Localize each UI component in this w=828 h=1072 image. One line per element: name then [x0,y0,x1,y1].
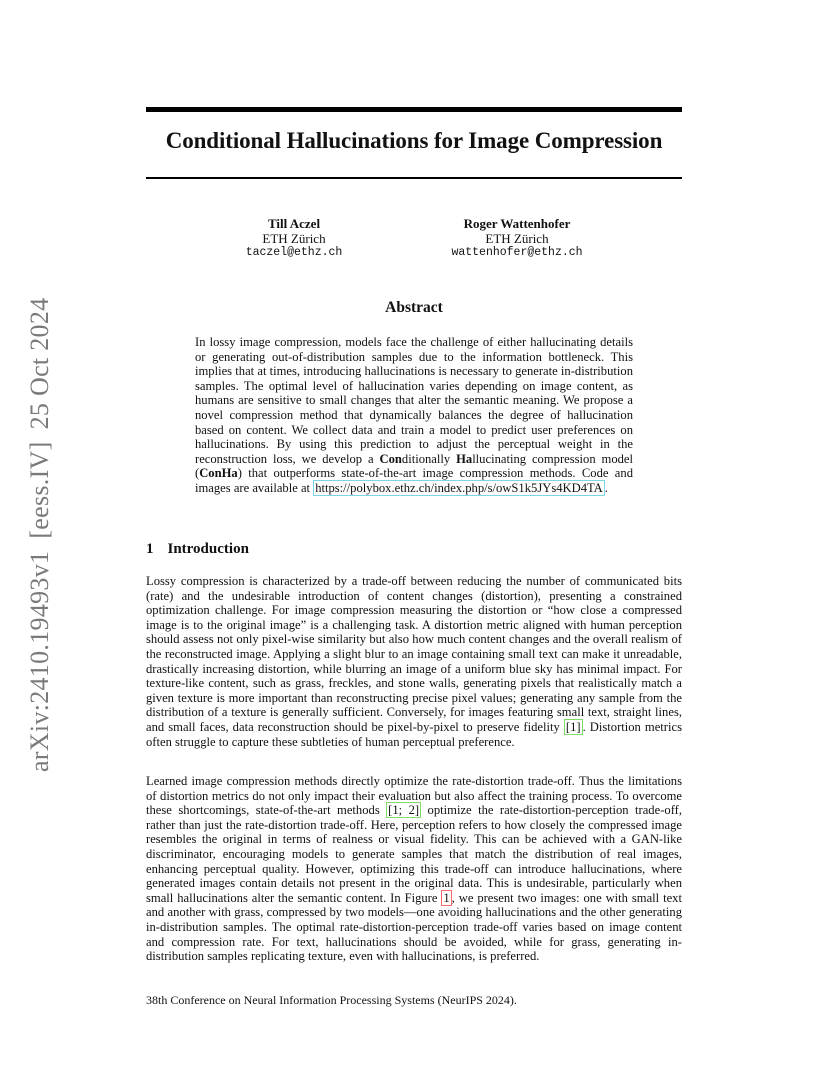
conference-footnote: 38th Conference on Neural Information Processing Systems (NeurIPS 2024). [146,993,517,1007]
abstract-text-part: llucinating compression model ( [195,451,634,481]
author-block-2 [437,217,597,261]
paragraph-text: . Distortion metrics often struggle to capture these subtleties of human perceptual preference. [146,719,682,749]
arxiv-date: 25 Oct 2024 [25,297,54,430]
intro-paragraph-1 [146,574,682,749]
section-title: Introduction [167,541,249,557]
author-email: taczel@ethz.ch [245,246,343,259]
abstract-bold-conha: ConHa [199,466,238,481]
author-affiliation: ETH Zürich [262,230,326,246]
abstract-text-part: ) that outperforms state-of-the-art image compression methods. Code and images are available at [195,466,633,495]
abstract-heading: Abstract [385,299,443,316]
paper-title: Conditional Hallucinations for Image Compression [165,128,663,153]
author-email: wattenhofer@ethz.ch [451,246,583,259]
author-block-1 [234,217,354,261]
abstract-text-part: . [604,480,608,495]
author-affiliation: ETH Zürich [485,230,549,246]
title-bottom-rule [146,177,682,179]
section-number: 1 [146,541,154,557]
abstract-text-part: ditionally [401,451,457,466]
paragraph-text: Learned image compression methods directly optimize the rate-distortion trade-off. Thus the limitations of distortion metrics do not only impact their evaluation but also affect the training process. To overcome these shortcomings, state-of-the-art methods [146,774,682,818]
figure-reference-link[interactable]: 1 [443,890,450,905]
citation-link[interactable]: [1] [565,719,581,734]
arxiv-category: [eess.IV] [25,441,54,539]
abstract-bold-con: Con [379,451,402,466]
citation-link[interactable]: [1; 2] [388,803,420,818]
arxiv-identifier-watermark [25,286,55,772]
paragraph-text: , we present two images: one with small text and another with grass, compressed by two models—one avoiding hallucinations and the other generating in-distribution samples. The optimal rate-distortion-perception trade-off varies based on image content and compression rate. For text, hallucinations should be avoided, while for grass, generating in-distribution samples replicating texture, even with hallucinations, is preferred. [146,890,682,964]
abstract-text [195,335,633,496]
abstract-text-part: In lossy image compression, models face the challenge of either hallucinating details or generating out-of-distribution samples due to the information bottleneck. This implies that at times, introducing hallucinations is necessary to generate in-distribution samples. The optimal level of hallucination varies depending on image content, as humans are sensitive to small changes that alter the semantic meaning. We propose a novel compression method that dynamically balances the degree of hallucination based on content. We collect data and train a model to predict user preferences on hallucinations. By using this prediction to adjust the perceptual weight in the reconstruction loss, we develop a [195,335,633,466]
section-heading-introduction [146,541,249,558]
author-name: Till Aczel [267,216,321,231]
title-top-rule [146,107,682,112]
intro-paragraph-2 [146,774,682,964]
code-link[interactable]: https://polybox.ethz.ch/index.php/s/owS1k5JYs4KD4TA [315,480,603,495]
abstract-bold-ha: Ha [456,451,473,466]
arxiv-id: arXiv:2410.19493v1 [25,550,54,772]
paragraph-text: Lossy compression is characterized by a trade-off between reducing the number of communicated bits (rate) and the undesirable introduction of content changes (distortion), presenting a constrained optimization challenge. For image compression measuring the distortion or “how close a compressed image is to the original image” is a challenging task. A distortion metric aligned with human perception should assess not only pixel-wise similarity but also how much content changes and the overall realism of the reconstructed image. Applying a slight blur to an image containing small text can make it unreadable, drastically increasing distortion, while blurring an image of a uniform blue sky has minimal impact. For texture-like content, such as grass, freckles, and stone walls, generating pixels that realistically match a given texture is more important than reconstructing precise pixel values; generating any sample from the distribution of a texture is generally sufficient. Conversely, for images featuring small text, straight lines, and small faces, data reconstruction should be pixel-by-pixel to preserve fidelity [146,574,682,734]
paragraph-text: optimize the rate-distortion-perception trade-off, rather than just the rate-distortion trade-off. Here, perception refers to how closely the compressed image resembles the original in terms of realness or visual fidelity. This can be achieved with a GAN-like discriminator, encouraging models to generate samples that match the distribution of real images, enhancing perceptual quality. However, optimizing this trade-off can introduce hallucinations, where generated images contain details not present in the original data. This is undesirable, particularly when small hallucinations alter the semantic content. In Figure [146,803,682,905]
author-name: Roger Wattenhofer [463,216,571,231]
